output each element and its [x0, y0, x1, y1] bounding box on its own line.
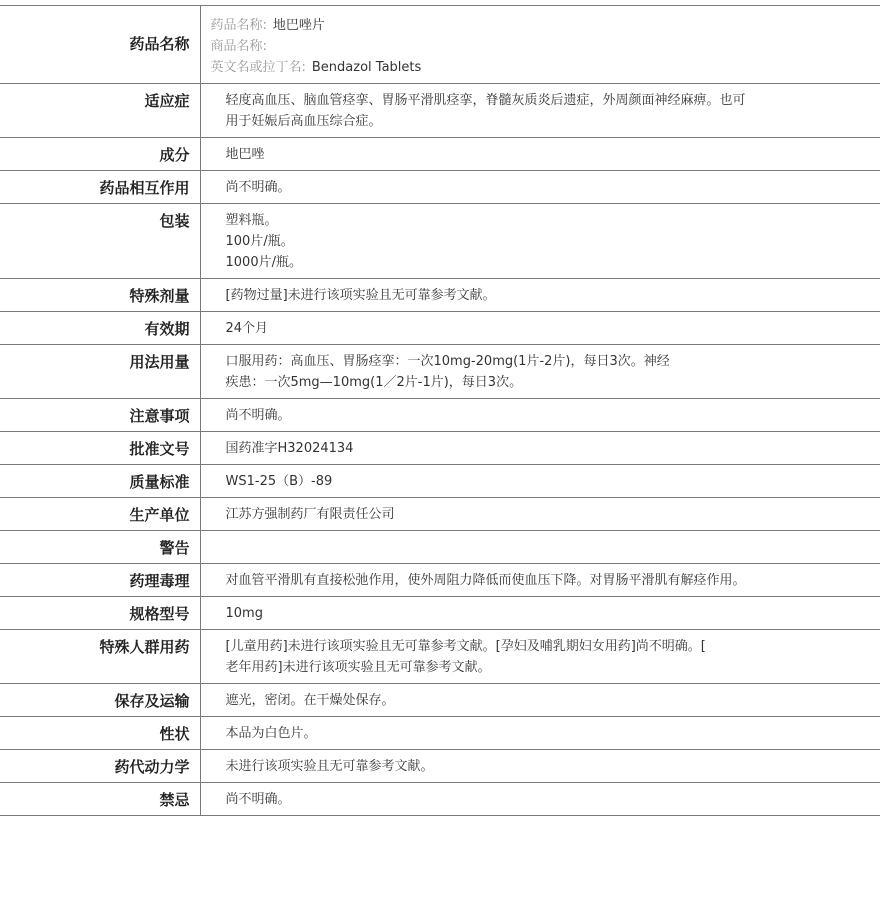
table-row-contraindications — [0, 783, 880, 816]
generic-name-key: 药品名称: — [210, 18, 267, 33]
row-label-manufacturer: 生产单位 — [0, 498, 200, 531]
row-label-usage-dosage: 用法用量 — [0, 345, 200, 399]
row-value-drug-name — [200, 6, 880, 84]
row-value-manufacturer — [200, 498, 880, 531]
row-value-line: 1000片/瓶。 — [225, 255, 302, 270]
row-value-line: 24个月 — [225, 321, 269, 336]
row-value-line: 尚不明确。 — [225, 792, 291, 807]
table-row-precautions — [0, 399, 880, 432]
table-row-special-populations — [0, 630, 880, 684]
row-label-specification: 规格型号 — [0, 597, 200, 630]
table-row-ingredients — [0, 138, 880, 171]
row-value-special-populations — [200, 630, 880, 684]
row-value-line: WS1-25（B）-89 — [225, 474, 333, 489]
row-value-line — [226, 537, 791, 558]
row-label-approval-number: 批准文号 — [0, 432, 200, 465]
row-value-interactions — [200, 171, 880, 204]
row-value-specification — [200, 597, 880, 630]
row-label-drug-name: 药品名称 — [0, 6, 200, 84]
row-value-line: 疾患：一次5mg—10mg(1／2片-1片)，每日3次。 — [225, 375, 523, 390]
row-value-ingredients — [200, 138, 880, 171]
generic-name-value: 地巴唑片 — [272, 18, 325, 33]
english-name-line — [211, 57, 791, 78]
table-row-special-dosage — [0, 279, 880, 312]
row-value-description — [200, 717, 880, 750]
row-value-line: 对血管平滑肌有直接松弛作用，使外周阻力降低而使血压下降。对胃肠平滑肌有解痉作用。 — [225, 573, 746, 588]
row-value-precautions — [200, 399, 880, 432]
table-row-specification — [0, 597, 880, 630]
row-value-usage-dosage — [200, 345, 880, 399]
table-row-shelf-life — [0, 312, 880, 345]
row-value-shelf-life — [200, 312, 880, 345]
generic-name-line — [211, 15, 791, 36]
row-label-contraindications: 禁忌 — [0, 783, 200, 816]
table-row-indications — [0, 84, 880, 138]
row-label-description: 性状 — [0, 717, 200, 750]
row-value-line: 塑料瓶。 — [225, 213, 278, 228]
row-label-precautions: 注意事项 — [0, 399, 200, 432]
row-value-line: 100片/瓶。 — [225, 234, 294, 249]
row-label-interactions: 药品相互作用 — [0, 171, 200, 204]
row-value-line: 尚不明确。 — [225, 408, 291, 423]
table-row-warnings — [0, 531, 880, 564]
table-row-approval-number — [0, 432, 880, 465]
row-value-line: 尚不明确。 — [225, 180, 291, 195]
drug-spec-table-body — [0, 6, 880, 816]
row-value-pharmacokinetics — [200, 750, 880, 783]
row-value-packaging — [200, 204, 880, 279]
row-label-quality-standard: 质量标准 — [0, 465, 200, 498]
row-value-warnings — [200, 531, 880, 564]
table-row-usage-dosage — [0, 345, 880, 399]
trade-name-line — [211, 36, 791, 57]
table-row-manufacturer — [0, 498, 880, 531]
row-value-quality-standard — [200, 465, 880, 498]
row-value-pharmacology — [200, 564, 880, 597]
row-value-line: 轻度高血压、脑血管痉挛、胃肠平滑肌痉挛，脊髓灰质炎后遗症，外周颜面神经麻痹。也可 — [225, 93, 746, 108]
row-value-line: 口服用药：高血压、胃肠痉挛：一次10mg-20mg(1片-2片)，每日3次。神经 — [225, 354, 670, 369]
row-value-special-dosage — [200, 279, 880, 312]
table-row-packaging — [0, 204, 880, 279]
row-value-line: 遮光，密闭。在干燥处保存。 — [225, 693, 395, 708]
table-row-storage — [0, 684, 880, 717]
row-value-line: 地巴唑 — [225, 147, 265, 162]
row-label-pharmacology: 药理毒理 — [0, 564, 200, 597]
row-value-line: 10mg — [225, 606, 263, 621]
row-value-line: [药物过量]未进行该项实验且无可靠参考文献。 — [225, 288, 496, 303]
table-row-quality-standard — [0, 465, 880, 498]
table-row-pharmacokinetics — [0, 750, 880, 783]
row-value-line: 本品为白色片。 — [225, 726, 317, 741]
row-value-line: 未进行该项实验且无可靠参考文献。 — [225, 759, 434, 774]
drug-spec-table — [0, 5, 880, 816]
row-label-warnings: 警告 — [0, 531, 200, 564]
row-value-line: 老年用药]未进行该项实验且无可靠参考文献。 — [225, 660, 491, 675]
row-value-storage — [200, 684, 880, 717]
row-value-contraindications — [200, 783, 880, 816]
row-value-line: 江苏方强制药厂有限责任公司 — [225, 507, 395, 522]
table-row-interactions — [0, 171, 880, 204]
row-value-line: 国药准字H32024134 — [225, 441, 354, 456]
row-label-indications: 适应症 — [0, 84, 200, 138]
table-row-pharmacology — [0, 564, 880, 597]
row-label-pharmacokinetics: 药代动力学 — [0, 750, 200, 783]
row-label-shelf-life: 有效期 — [0, 312, 200, 345]
table-row-drug-name — [0, 6, 880, 84]
row-value-indications — [200, 84, 880, 138]
row-label-special-dosage: 特殊剂量 — [0, 279, 200, 312]
row-label-special-populations: 特殊人群用药 — [0, 630, 200, 684]
english-name-key: 英文名或拉丁名: — [210, 60, 306, 75]
row-value-line: 用于妊娠后高血压综合症。 — [225, 114, 382, 129]
row-label-ingredients: 成分 — [0, 138, 200, 171]
english-name-value: Bendazol Tablets — [311, 60, 422, 75]
row-label-storage: 保存及运输 — [0, 684, 200, 717]
row-label-packaging: 包装 — [0, 204, 200, 279]
row-value-approval-number — [200, 432, 880, 465]
row-value-line: [儿童用药]未进行该项实验且无可靠参考文献。[孕妇及哺乳期妇女用药]尚不明确。[ — [225, 639, 706, 654]
trade-name-key: 商品名称: — [210, 39, 267, 54]
table-row-description — [0, 717, 880, 750]
